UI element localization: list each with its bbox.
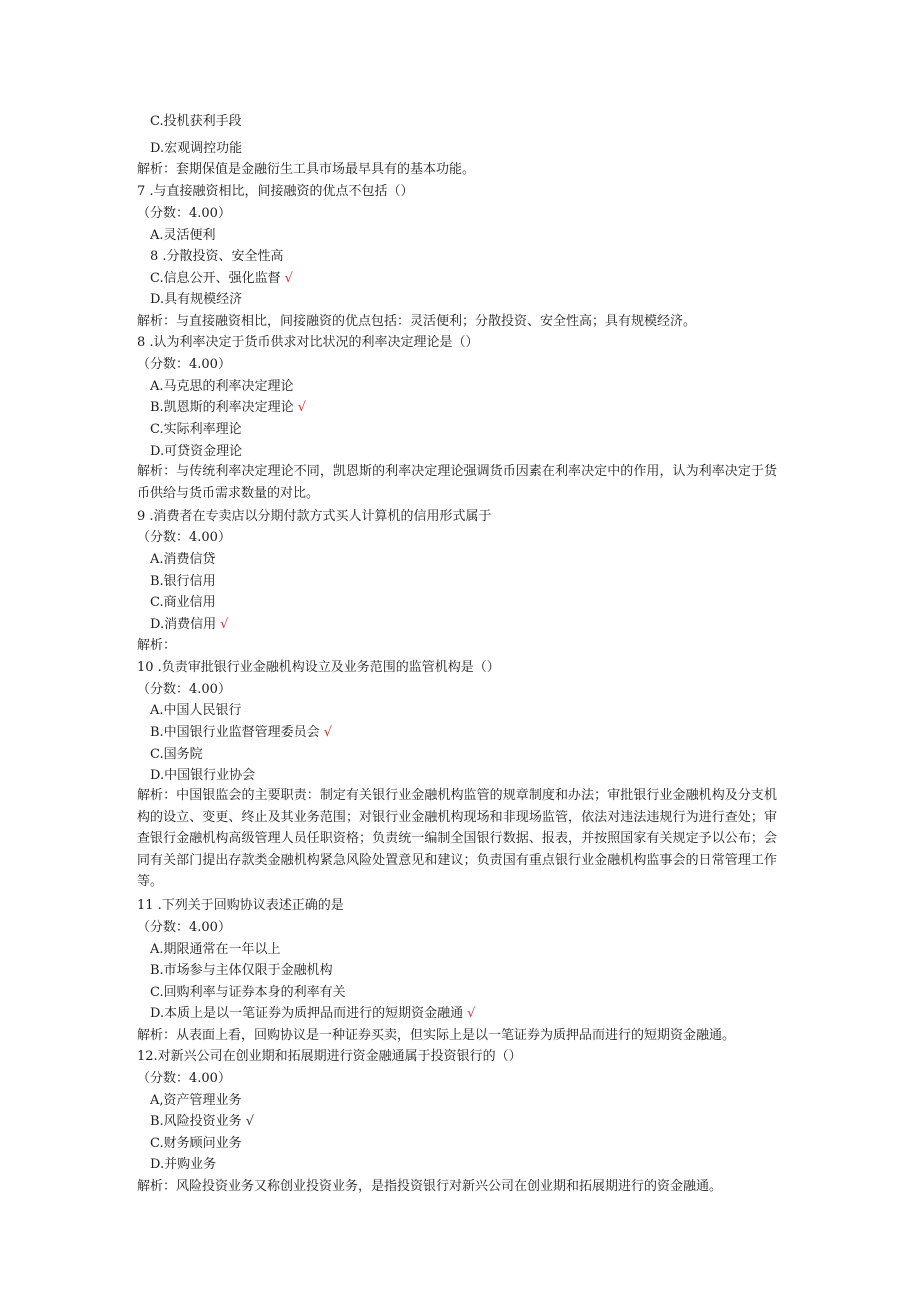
checkmark-icon: √: [220, 617, 229, 632]
score: （分数：4.00）: [137, 1071, 231, 1086]
score: （分数：4.00）: [137, 206, 231, 221]
option-d-correct: D.消费信用 √: [150, 617, 229, 632]
question-7: 7 .与直接融资相比，间接融资的优点不包括（）: [137, 184, 414, 199]
option-c: C.投机获利手段: [150, 114, 242, 129]
option-d-correct: D.本质上是以一笔证券为质押品而进行的短期资金融通 √: [150, 1006, 476, 1021]
score: （分数：4.00）: [137, 682, 231, 697]
analysis: 解析：风险投资业务又称创业投资业务，是指投资银行对新兴公司在创业期和拓展期进行的资金融通。: [137, 1179, 723, 1194]
option-a: A.消费信贷: [150, 552, 216, 567]
option-d: D.宏观调控功能: [150, 141, 243, 156]
option-c: C.财务顾问业务: [150, 1136, 242, 1151]
option-d: D.并购业务: [150, 1157, 217, 1172]
score: （分数：4.00）: [137, 920, 231, 935]
question-8: 8 .认为利率决定于货币供求对比状况的利率决定理论是（）: [137, 335, 479, 350]
score: （分数：4.00）: [137, 357, 231, 372]
option-a: A.中国人民银行: [150, 703, 242, 718]
option-b: B.市场参与主体仅限于金融机构: [150, 963, 333, 978]
analysis: 解析：: [137, 638, 177, 653]
option-c-correct: C.信息公开、强化监督 √: [150, 271, 293, 286]
option-a: A,资产管理业务: [150, 1093, 242, 1108]
checkmark-icon: √: [323, 725, 332, 740]
option-a: A.期限通常在一年以上: [150, 942, 281, 957]
option-b-correct: B.凯恩斯的利率决定理论 √: [150, 400, 306, 415]
option-b-correct: B.中国银行业监督管理委员会 √: [150, 725, 332, 740]
question-9: 9 .消费者在专卖店以分期付款方式买人计算机的信用形式属于: [137, 509, 492, 524]
question-11: 11 .下列关于回购协议表述正确的是: [137, 898, 344, 913]
option-d: D.具有规模经济: [150, 292, 243, 307]
option-d: D.中国银行业协会: [150, 768, 256, 783]
checkmark-icon: √: [467, 1006, 476, 1021]
option-d: D.可贷资金理论: [150, 444, 243, 459]
option-b: 8 .分散投资、安全性高: [150, 249, 284, 264]
question-10: 10 .负责审批银行业金融机构设立及业务范围的监管机构是（）: [137, 660, 500, 675]
analysis: 解析：从表面上看，回购协议是一种证券买卖，但实际上是以一笔证券为质押品而进行的短期资金融通。: [137, 1028, 736, 1043]
analysis: 解析：套期保值是金融衍生工具市场最早具有的基本功能。: [137, 162, 476, 177]
checkmark-icon: √: [245, 1114, 254, 1129]
option-a: A.灵活便利: [150, 228, 216, 243]
checkmark-icon: √: [284, 271, 293, 286]
option-b-correct: B.风险投资业务 √: [150, 1114, 254, 1129]
checkmark-icon: √: [297, 400, 306, 415]
option-a: A.马克思的利率决定理论: [150, 379, 294, 394]
analysis: 解析：与直接融资相比，间接融资的优点包括：灵活便利；分散投资、安全性高；具有规模经济。: [137, 314, 697, 329]
analysis: 解析：与传统利率决定理论不同，凯恩斯的利率决定理论强调货币因素在利率决定中的作用，认为利率决定于货币供给与货币需求数量的对比。: [137, 464, 777, 501]
question-12: 12.对新兴公司在创业期和拓展期进行资金融通属于投资银行的（）: [137, 1049, 522, 1064]
option-c: C.国务院: [150, 747, 203, 762]
option-c: C.实际利率理论: [150, 422, 242, 437]
analysis: 解析：中国银监会的主要职责：制定有关银行业金融机构监管的规章制度和办法；审批银行业金融机构及分支机构的设立、变更、终止及其业务范围；对银行业金融机构现场和非现场监管，依法对违法违规行为进行查处；审查银行金融机构高级管理人员任职资格；负责统一编制全国银行数据、报表，并按照国家有关规定予以公布；会同有关部门提出存款类金融机构紧急风险处置意见和建议；负责国有重点银行业金融机构监事会的日常管理工作等。: [137, 788, 777, 890]
option-b: B.银行信用: [150, 574, 216, 589]
option-c: C.商业信用: [150, 595, 216, 610]
score: （分数：4.00）: [137, 530, 231, 545]
option-c: C.回购利率与证券本身的利率有关: [150, 985, 346, 1000]
